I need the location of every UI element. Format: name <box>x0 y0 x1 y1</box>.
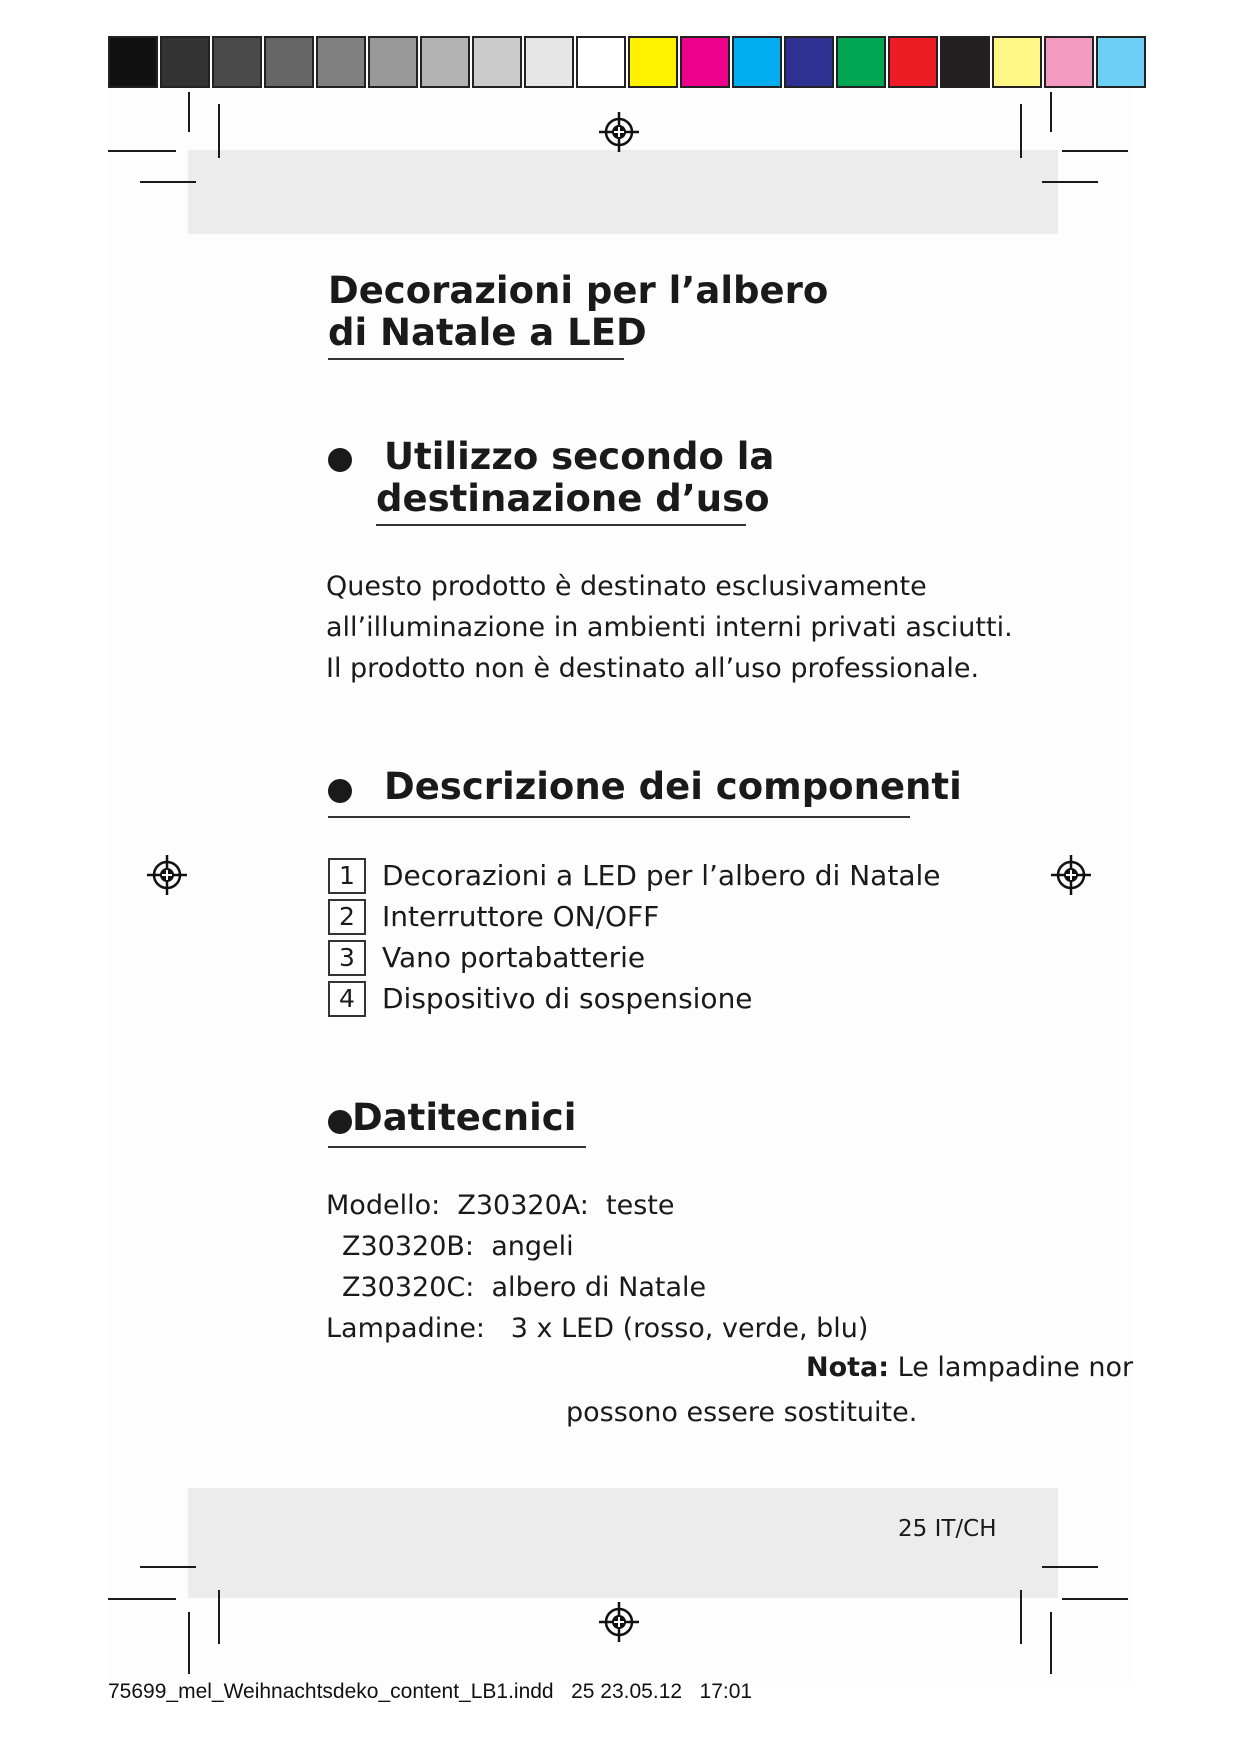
color-swatch <box>628 36 678 88</box>
page-number: 25 IT/CH <box>898 1516 997 1542</box>
bulbs-value: 3 x LED (rosso, verde, blu) <box>510 1313 869 1344</box>
model-row <box>326 1185 674 1226</box>
grayscale-calibration-strip <box>108 36 628 92</box>
component-label: Decorazioni a LED per l’albero di Natale <box>382 859 941 892</box>
component-label: Vano portabatterie <box>382 941 646 974</box>
document-title-line1: Decorazioni per l’albero <box>328 269 829 312</box>
technical-data-underline <box>328 1146 586 1148</box>
paragraph-line: all’illuminazione in ambienti interni privati asciutti. <box>326 612 1013 643</box>
bulbs-label: Lampadine: <box>326 1313 486 1344</box>
color-swatch <box>992 36 1042 88</box>
component-label: Dispositivo di sospensione <box>382 982 753 1015</box>
model-code: Z30320C: <box>342 1272 475 1303</box>
color-swatch <box>836 36 886 88</box>
component-number-badge: 3 <box>328 940 366 976</box>
intended-use-heading-line1: Utilizzo secondo la <box>384 435 775 478</box>
model-row <box>342 1226 574 1267</box>
section-bullet-icon <box>328 448 352 472</box>
note-line <box>806 1347 1134 1388</box>
model-name: albero di Natale <box>491 1272 707 1303</box>
gray-swatch <box>160 36 210 88</box>
model-code: Z30320B: <box>342 1231 475 1262</box>
note-label: Nota: <box>806 1352 890 1383</box>
section-bullet-icon <box>328 779 352 803</box>
component-number-badge: 1 <box>328 858 366 894</box>
registration-mark-icon <box>597 110 641 154</box>
registration-mark-icon <box>597 1600 641 1644</box>
document-title <box>328 270 888 354</box>
gray-swatch <box>368 36 418 88</box>
gray-swatch <box>420 36 470 88</box>
paragraph-line: Il prodotto non è destinato all’uso professionale. <box>326 653 980 684</box>
model-row <box>342 1267 706 1308</box>
color-swatch <box>1044 36 1094 88</box>
model-name: teste <box>606 1190 675 1221</box>
section-bullet-icon <box>328 1110 352 1134</box>
gray-swatch <box>472 36 522 88</box>
gray-swatch <box>264 36 314 88</box>
model-label: Modello: <box>326 1190 441 1221</box>
gray-swatch <box>108 36 158 88</box>
color-swatch <box>1096 36 1146 88</box>
note-continuation: possono essere sostituite. <box>566 1397 918 1428</box>
components-heading: Descrizione dei componenti <box>384 765 962 808</box>
intended-use-heading-line2: destinazione d’uso <box>376 477 770 520</box>
paragraph-line: Questo prodotto è destinato esclusivamente <box>326 571 927 602</box>
bulbs-row <box>326 1308 868 1349</box>
registration-mark-icon <box>1049 853 1093 897</box>
print-slug: 75699_mel_Weihnachtsdeko_content_LB1.indd 25 23.05.12 17:01 <box>108 1680 753 1703</box>
gray-swatch <box>316 36 366 88</box>
color-swatch <box>940 36 990 88</box>
title-underline <box>328 358 624 360</box>
intended-use-paragraph <box>326 566 1026 689</box>
component-number-badge: 4 <box>328 981 366 1017</box>
header-band <box>188 150 1058 234</box>
intended-use-underline <box>376 524 746 526</box>
document-title-line2: di Natale a LED <box>328 311 647 354</box>
gray-swatch <box>524 36 574 88</box>
component-number-badge: 2 <box>328 899 366 935</box>
color-swatch <box>888 36 938 88</box>
gray-swatch <box>576 36 626 88</box>
color-swatch <box>784 36 834 88</box>
component-label: Interruttore ON/OFF <box>382 900 660 933</box>
registration-mark-icon <box>145 853 189 897</box>
color-calibration-strip <box>628 36 1148 92</box>
note-text: Le lampadine nor <box>897 1352 1134 1383</box>
footer-band <box>188 1488 1058 1598</box>
model-name: angeli <box>491 1231 574 1262</box>
technical-data-heading: Datitecnici <box>352 1096 577 1139</box>
color-swatch <box>680 36 730 88</box>
model-code: Z30320A: <box>457 1190 589 1221</box>
color-swatch <box>732 36 782 88</box>
components-underline <box>328 816 910 818</box>
gray-swatch <box>212 36 262 88</box>
